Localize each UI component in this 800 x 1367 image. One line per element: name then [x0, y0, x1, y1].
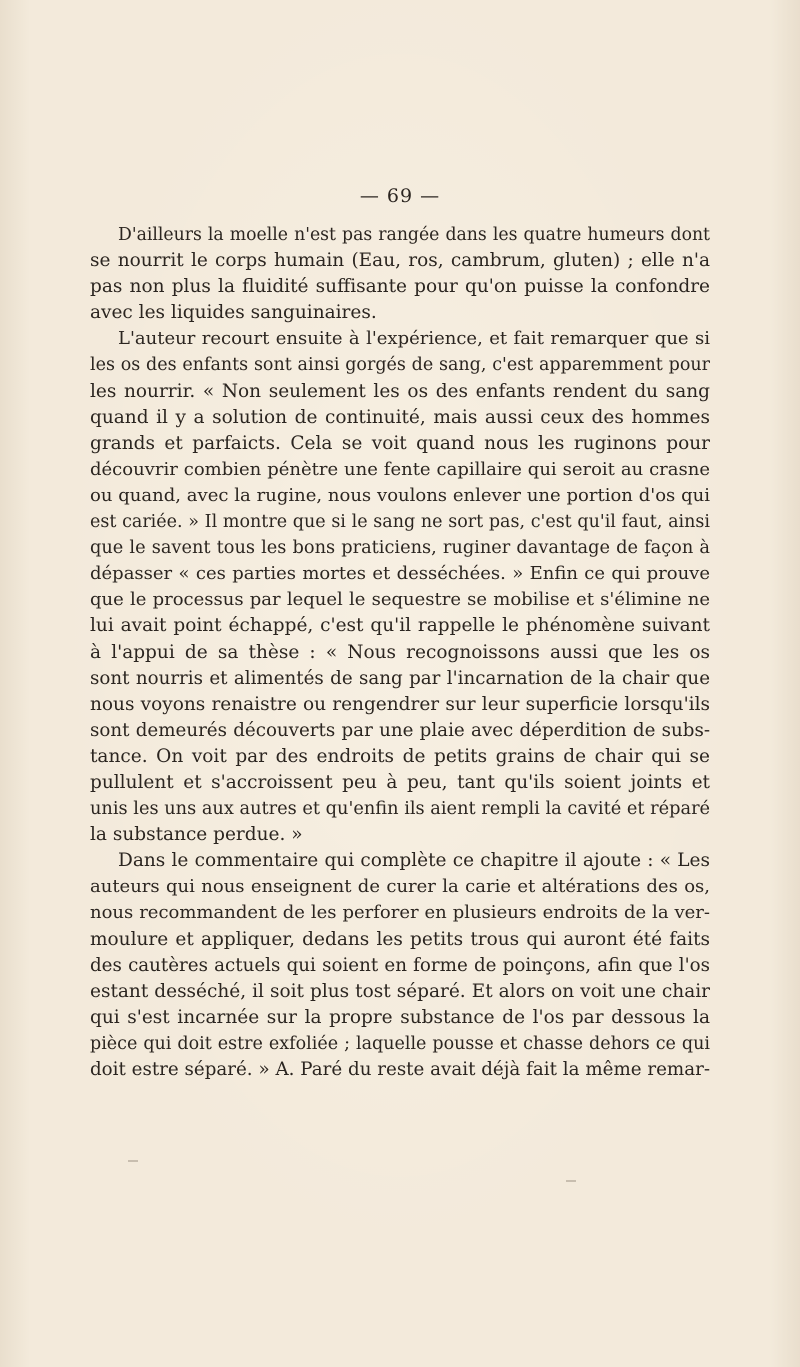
text-line: quand il y a solution de continuité, mais aussi ceux des hommes — [90, 406, 710, 428]
text-line: ou quand, avec la rugine, nous voulons enlever une portion d'os qui — [90, 484, 710, 506]
text-line: L'auteur recourt ensuite à l'expérience, et fait remarquer que si — [118, 328, 710, 350]
text-line: sont nourris et alimentés de sang par l'incarnation de la chair que — [90, 667, 710, 689]
text-line: grands et parfaicts. Cela se voit quand nous les ruginons pour — [90, 432, 710, 454]
text-line: tance. On voit par des endroits de petits grains de chair qui se — [90, 745, 710, 767]
text-line: que le processus par lequel le sequestre se mobilise et s'élimine ne — [90, 589, 710, 611]
page-number: — 69 — — [359, 185, 441, 207]
text-line: avec les liquides sanguinaires. — [90, 302, 377, 324]
text-line: à l'appui de sa thèse : « Nous recognoissons aussi que les os — [90, 641, 710, 663]
text-line: moulure et appliquer, dedans les petits trous qui auront été faits — [90, 928, 710, 950]
text-line: pullulent et s'accroissent peu à peu, tant qu'ils soient joints et — [90, 771, 710, 793]
text-line: estant desséché, il soit plus tost séparé. Et alors on voit une chair — [90, 980, 710, 1002]
text-line: des cautères actuels qui soient en forme de poinçons, afin que l'os — [90, 954, 710, 976]
text-line: se nourrit le corps humain (Eau, ros, cambrum, gluten) ; elle n'a — [90, 250, 710, 272]
body-text — [90, 222, 710, 1083]
text-line: les os des enfants sont ainsi gorgés de sang, c'est apparemment pour — [90, 355, 710, 376]
text-line: Dans le commentaire qui complète ce chapitre il ajoute : « Les — [118, 850, 710, 872]
text-line: sont demeurés découverts par une plaie avec déperdition de subs- — [90, 719, 710, 741]
text-line: D'ailleurs la moelle n'est pas rangée dans les quatre humeurs dont — [118, 225, 710, 245]
text-line: nous voyons renaistre ou rengendrer sur leur superficie lorsqu'ils — [90, 693, 710, 715]
text-line: pièce qui doit estre exfoliée ; laquelle pousse et chasse dehors ce qui — [90, 1033, 710, 1054]
text-line: doit estre séparé. » A. Paré du reste avait déjà fait la même remar- — [90, 1059, 710, 1080]
text-line: dépasser « ces parties mortes et desséchées. » Enfin ce qui prouve — [90, 563, 710, 585]
text-line: découvrir combien pénètre une fente capillaire qui seroit au crasne — [90, 458, 710, 480]
text-line: que le savent tous les bons praticiens, ruginer davantage de façon à — [90, 538, 710, 559]
text-line: auteurs qui nous enseignent de curer la carie et altérations des os, — [90, 876, 710, 898]
text-line: pas non plus la fluidité suffisante pour qu'on puisse la confondre — [90, 276, 710, 298]
text-line: nous recommandent de les perforer en plusieurs endroits de la ver- — [90, 902, 710, 924]
text-line: les nourrir. « Non seulement les os des enfants rendent du sang — [90, 380, 710, 402]
text-line: est cariée. » Il montre que si le sang ne sort pas, c'est qu'il faut, ainsi — [90, 512, 710, 533]
paper-speck — [566, 1180, 576, 1182]
paper-speck — [128, 1160, 138, 1162]
text-line: qui s'est incarnée sur la propre substance de l'os par dessous la — [90, 1006, 710, 1028]
text-line: la substance perdue. » — [90, 824, 303, 846]
text-line: unis les uns aux autres et qu'enfin ils aient rempli la cavité et réparé — [90, 799, 710, 820]
text-line: lui avait point échappé, c'est qu'il rappelle le phénomène suivant — [90, 615, 710, 637]
